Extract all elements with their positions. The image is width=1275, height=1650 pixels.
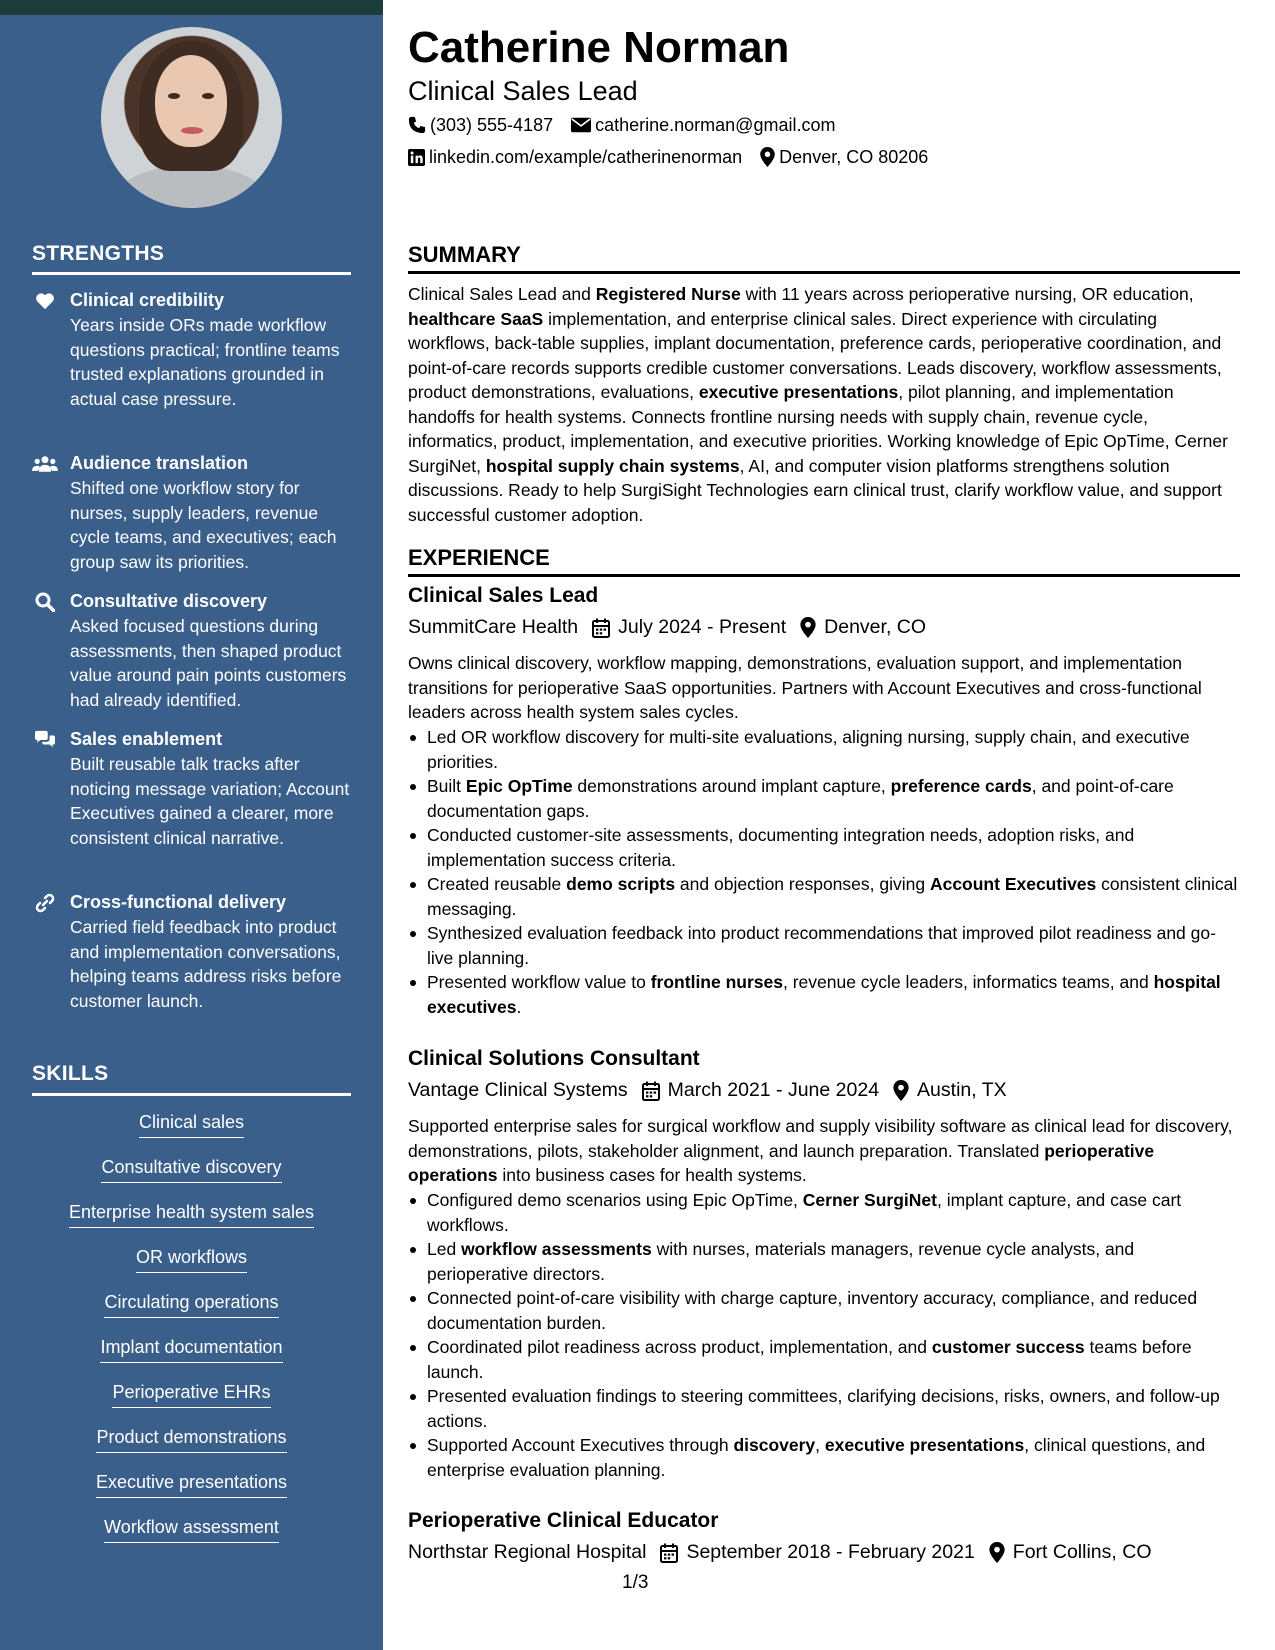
map-pin-icon — [760, 147, 775, 167]
bullet-item — [408, 1335, 1240, 1384]
linkedin[interactable]: linkedin.com/example/catherinenorman — [408, 145, 742, 169]
job-dates: September 2018 - February 2021 — [660, 1541, 974, 1564]
summary-text: Clinical Sales Lead and — [408, 284, 596, 304]
candidate-name: Catherine Norman — [408, 23, 790, 72]
calendar-icon — [660, 1543, 678, 1563]
bullet-item — [408, 1237, 1240, 1286]
bullet-bold: hospital executives — [427, 972, 1221, 1017]
bullet-item — [408, 774, 1240, 823]
bullet-bold: Cerner SurgiNet — [802, 1190, 937, 1210]
summary-bold: Registered Nurse — [595, 284, 741, 304]
bullet-text: demonstrations around implant capture, — [572, 776, 891, 796]
strength-title: Clinical credibility — [70, 290, 225, 310]
link-icon — [32, 892, 58, 914]
strength-title: Cross-functional delivery — [70, 892, 287, 912]
strength-title: Sales enablement — [70, 729, 223, 749]
bullet-item — [408, 970, 1240, 1019]
bullet-item — [408, 872, 1240, 921]
summary-bold: healthcare SaaS — [408, 308, 544, 329]
bullet-text: Conducted customer-site assessments, documenting integration needs, adoption risks, and implementation success criteria. — [427, 825, 1135, 870]
phone-icon — [408, 116, 426, 134]
sidebar-top-bar — [0, 0, 383, 15]
job-dates: March 2021 - June 2024 — [642, 1079, 879, 1102]
location: Denver, CO 80206 — [760, 145, 928, 169]
job-meta — [408, 1541, 1166, 1564]
strengths-divider — [32, 272, 351, 275]
job-location: Denver, CO — [800, 616, 926, 639]
skill-tag: Implant documentation — [32, 1335, 351, 1363]
skills-heading: SKILLS — [32, 1062, 109, 1085]
summary-bold: executive presentations — [698, 382, 899, 402]
skill-tag: Consultative discovery — [32, 1155, 351, 1183]
users-icon — [32, 453, 58, 475]
skill-tag: Perioperative EHRs — [32, 1380, 351, 1408]
heart-icon — [32, 290, 58, 312]
job-description-text: into business cases for health systems. — [497, 1165, 807, 1185]
job-meta — [408, 616, 940, 639]
skill-tag: Workflow assessment — [32, 1515, 351, 1543]
job-meta — [408, 1079, 1021, 1102]
contact-row-1 — [408, 113, 853, 137]
job-description-text: Supported enterprise sales for surgical workflow and supply visibility software as clinical lead for discovery, demonstrations, pilots, stakeholder alignment, and launch preparation. Translated — [408, 1116, 1233, 1161]
bullet-text: Led OR workflow discovery for multi-site evaluations, aligning nursing, supply chain, and executive priorities. — [427, 727, 1190, 772]
skill-tag: OR workflows — [32, 1245, 351, 1273]
bullet-text: Built — [427, 776, 466, 796]
search-icon — [32, 591, 58, 613]
candidate-title: Clinical Sales Lead — [408, 76, 638, 106]
bullet-text: Synthesized evaluation feedback into product recommendations that improved pilot readiness and go-live planning. — [427, 923, 1216, 968]
bullet-text: Supported Account Executives through — [427, 1435, 734, 1455]
strength-description: Asked focused questions during assessments, then shaped product value around pain points customers had already identified. — [70, 616, 347, 710]
strength-description: Years inside ORs made workflow questions practical; frontline teams trusted explanations grounded in actual case pressure. — [70, 315, 340, 409]
job-title: Perioperative Clinical Educator — [408, 1509, 719, 1532]
company-name: Vantage Clinical Systems — [408, 1079, 628, 1101]
job-bullets — [408, 1188, 1240, 1482]
bullet-text: teams before launch. — [427, 1337, 1192, 1382]
bullet-item — [408, 1188, 1240, 1237]
summary-bold: hospital supply chain systems — [485, 455, 740, 476]
bullet-bold: discovery — [733, 1435, 816, 1455]
company-name: SummitCare Health — [408, 616, 579, 638]
sidebar — [0, 0, 383, 1650]
skill-tag: Enterprise health system sales — [32, 1200, 351, 1228]
bullet-text: , implant capture, and case cart workflows. — [427, 1190, 1182, 1235]
bullet-bold: workflow assessments — [461, 1239, 652, 1259]
strength-description: Built reusable talk tracks after noticing message variation; Account Executives gained a clearer, more consistent clinical narrative. — [70, 754, 350, 848]
bullet-bold: demo scripts — [566, 874, 676, 894]
bullet-item — [408, 921, 1240, 970]
experience-heading: EXPERIENCE — [408, 545, 550, 570]
bullet-text: Configured demo scenarios using Epic OpTime, — [427, 1190, 803, 1210]
summary-text — [408, 282, 1240, 527]
job-description — [408, 651, 1240, 725]
bullet-text: Connected point-of-care visibility with charge capture, inventory accuracy, compliance, and reduced documentation burden. — [427, 1288, 1198, 1333]
strengths-heading: STRENGTHS — [32, 242, 165, 265]
bullet-text: . — [516, 996, 522, 1017]
skill-tag: Product demonstrations — [32, 1425, 351, 1453]
bullet-item — [408, 823, 1240, 872]
job-description-text: Owns clinical discovery, workflow mapping, demonstrations, evaluation support, and implementation transitions for perioperative SaaS opportunities. Partners with Account Executives and cross-functional leaders across health system sales cycles. — [408, 653, 1202, 722]
summary-text: with 11 years across perioperative nursing, OR education, — [740, 284, 1194, 304]
contact-row-2 — [408, 145, 946, 169]
bullet-text: Coordinated pilot readiness across product, implementation, and — [427, 1337, 932, 1357]
map-pin-icon — [800, 617, 816, 638]
email-icon — [571, 117, 591, 133]
bullet-bold: frontline nurses — [650, 972, 783, 992]
experience-divider — [408, 574, 1240, 577]
bullet-text: consistent clinical messaging. — [427, 874, 1238, 919]
summary-text: implementation, and enterprise clinical sales. Direct experience with circulating workflows, back-table supplies, implant documentation, preference cards, perioperative coordination, and point-of-care records supports credible customer conversations. Leads discovery, workflow assessments, product demonstrations, evaluations, — [408, 308, 1222, 402]
profile-photo — [101, 27, 282, 208]
job-title: Clinical Sales Lead — [408, 584, 599, 607]
strength-title: Consultative discovery — [70, 591, 268, 611]
bullet-text: , revenue cycle leaders, informatics teams, and — [782, 972, 1154, 992]
job-description-bold: perioperative operations — [408, 1140, 1155, 1185]
strength-description: Carried field feedback into product and implementation conversations, helping teams address risks before customer launch. — [70, 917, 342, 1011]
linkedin-icon — [408, 149, 425, 166]
job-location: Austin, TX — [893, 1079, 1007, 1102]
bullet-bold: Epic OpTime — [465, 776, 573, 796]
calendar-icon — [642, 1081, 660, 1101]
skills-divider — [32, 1093, 351, 1096]
bullet-bold: preference cards — [890, 776, 1032, 796]
bullet-text: Led — [427, 1239, 462, 1259]
skill-tag: Executive presentations — [32, 1470, 351, 1498]
skill-tag: Circulating operations — [32, 1290, 351, 1318]
map-pin-icon — [893, 1080, 909, 1101]
summary-divider — [408, 271, 1240, 274]
bullet-item — [408, 1384, 1240, 1433]
bullet-text: , clinical questions, and enterprise evaluation planning. — [427, 1435, 1206, 1480]
bullet-bold: executive presentations — [824, 1435, 1025, 1455]
job-dates: July 2024 - Present — [592, 616, 786, 639]
strength-description: Shifted one workflow story for nurses, supply leaders, revenue cycle teams, and executives; each group saw its priorities. — [70, 478, 337, 572]
bullet-text: , and point-of-care documentation gaps. — [427, 776, 1174, 821]
summary-heading: SUMMARY — [408, 242, 521, 267]
strength-title: Audience translation — [70, 453, 249, 473]
bullet-text: Created reusable — [427, 874, 567, 894]
calendar-icon — [592, 618, 610, 638]
bullet-text: and objection responses, giving — [675, 874, 930, 894]
summary-text: , pilot planning, and implementation handoffs for health systems. Connects frontline nursing needs with supply chain, revenue cycle, informatics, product, implementation, and executive priorities. Working knowledge of Epic OpTime, Cerner SurgiNet, — [408, 382, 1228, 476]
map-pin-icon — [989, 1542, 1005, 1563]
job-location: Fort Collins, CO — [989, 1541, 1152, 1564]
bullet-bold: Account Executives — [929, 874, 1097, 894]
company-name: Northstar Regional Hospital — [408, 1541, 647, 1563]
email[interactable]: catherine.norman@gmail.com — [571, 113, 835, 137]
bullet-text: with nurses, materials managers, revenue cycle analysts, and perioperative directors. — [427, 1239, 1135, 1284]
page-number: 1/3 — [622, 1572, 649, 1593]
bullet-item — [408, 725, 1240, 774]
job-description — [408, 1114, 1240, 1188]
skill-tag: Clinical sales — [32, 1110, 351, 1138]
bullet-bold: customer success — [931, 1337, 1085, 1357]
chat-icon — [32, 729, 58, 751]
bullet-text: Presented evaluation findings to steering committees, clarifying decisions, risks, owners, and follow-up actions. — [427, 1386, 1220, 1431]
phone: (303) 555-4187 — [408, 113, 553, 137]
job-title: Clinical Solutions Consultant — [408, 1047, 700, 1070]
summary-text: , AI, and computer vision platforms strengthens solution discussions. Ready to help SurgiSight Technologies earn clinical trust, clarify workflow value, and support successful customer adoption. — [408, 455, 1222, 525]
bullet-text: , — [815, 1435, 825, 1455]
job-bullets — [408, 725, 1240, 1019]
bullet-text: Presented workflow value to — [427, 972, 651, 992]
bullet-item — [408, 1433, 1240, 1482]
bullet-item — [408, 1286, 1240, 1335]
